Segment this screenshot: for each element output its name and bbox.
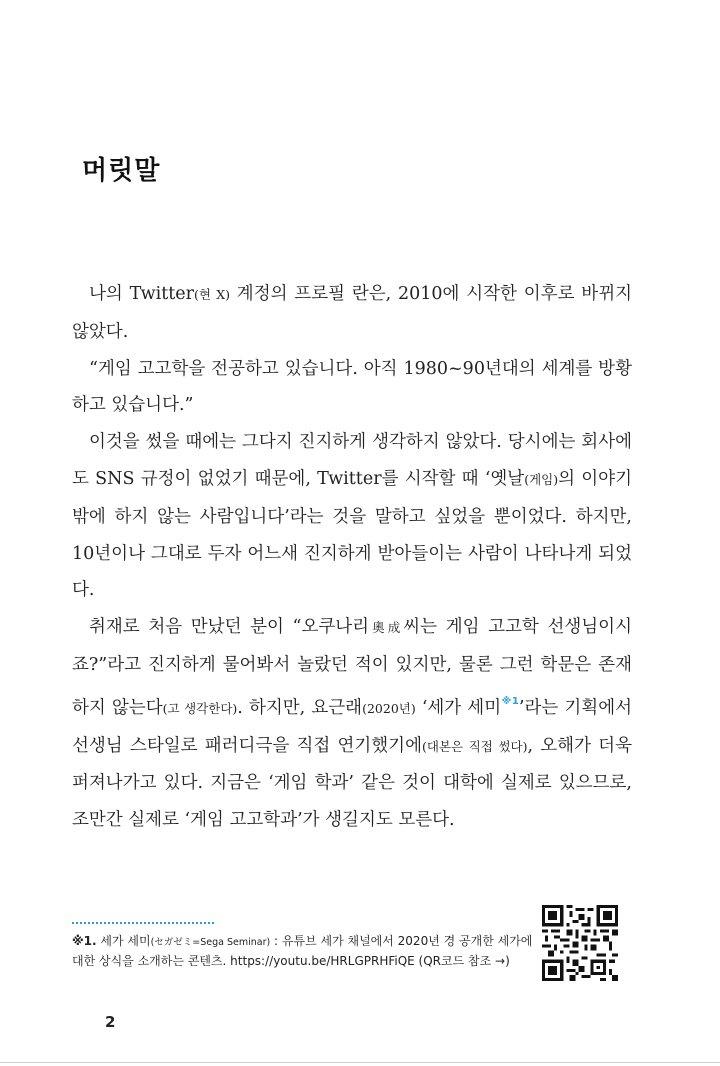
- footnote-divider: [72, 922, 214, 924]
- body-text: [72, 276, 632, 839]
- paragraph-4: [72, 609, 632, 839]
- qr-code-icon[interactable]: [542, 905, 618, 981]
- footnote-text: : 유튜브 세가 채널에서 2020년 경 공개한 세가에 대한 상식을 소개하는 콘텐츠. https://youtu.be/HRLGPRHFiQE (QR코드 참조 →): [72, 934, 533, 968]
- paragraph-4-text-d: ‘세가 세미: [415, 697, 502, 718]
- paragraph-4-text-c: . 하지만, 요근래: [237, 697, 363, 718]
- paragraph-4-text-e: ’라는 기획에서 선생님 스타일로 패러디극을 직접 연기했기에: [72, 697, 633, 756]
- footnote-term-note: (セガゼミ=Sega Seminar): [150, 937, 271, 948]
- footnote-mark: ※1.: [72, 934, 97, 948]
- paragraph-1-note: (현 X): [194, 287, 230, 302]
- paragraph-3-text-a: 이것을 썼을 때에는 그다지 진지하게 생각하지 않았다. 당시에는 회사에도 SNS 규정이 없었기 때문에, Twitter를 시작할 때 ‘옛날: [72, 432, 632, 489]
- footnote-term: 세가 세미: [96, 934, 151, 948]
- paragraph-4-note-year: (2020년): [362, 700, 416, 716]
- paragraph-2: [72, 351, 632, 425]
- paragraph-1-text-a: 나의 Twitter: [89, 284, 195, 304]
- paragraph-4-text-a: 취재로 처음 만났던 분이 “오쿠나리: [89, 617, 370, 638]
- paragraph-1-text-b: 계정의 프로필 란은, 2010에 시작한 이후로 바뀌지 않았다.: [72, 284, 633, 342]
- bottom-rule: [0, 1062, 720, 1063]
- footnote: [72, 932, 542, 971]
- paragraph-4-note-aside: (고 생각한다): [162, 700, 238, 716]
- paragraph-4-text-b: 씨는 게임 고고학 선생님이시죠?”라고 진지하게 물어봐서 놀랐던 적이 있지만, 물론 그런 학문은 존재하지 않는다: [72, 617, 632, 718]
- paragraph-3: [72, 424, 632, 609]
- paragraph-4-note-kanji: 奧成: [369, 620, 404, 636]
- paragraph-4-note-script: (대본은 직접 썼다): [422, 738, 528, 754]
- page-number: 2: [105, 1013, 116, 1031]
- paragraph-4-text-f: , 오해가 더욱 퍼져나가고 있다. 지금은 ‘게임 학과’ 같은 것이 대학에 실제로 있으므로, 조만간 실제로 ‘게임 고고학과’가 생길지도 모른다.: [72, 735, 632, 831]
- page-title: 머릿말: [82, 156, 161, 186]
- paragraph-1: [72, 276, 632, 351]
- paragraph-3-note: (게임): [524, 471, 559, 487]
- paragraph-3-text-b: 의 이야기 밖에 하지 않는 사람입니다’라는 것을 말하고 싶었을 뿐이었다. 하지만, 10년이나 그대로 두자 어느새 진지하게 받아들이는 사람이 나타나게 되었다.: [72, 468, 632, 601]
- footnote-reference[interactable]: ※1: [501, 695, 519, 707]
- paragraph-2-text: “게임 고고학을 전공하고 있습니다. 아직 1980~90년대의 세계를 방황하고 있습니다.”: [72, 358, 632, 416]
